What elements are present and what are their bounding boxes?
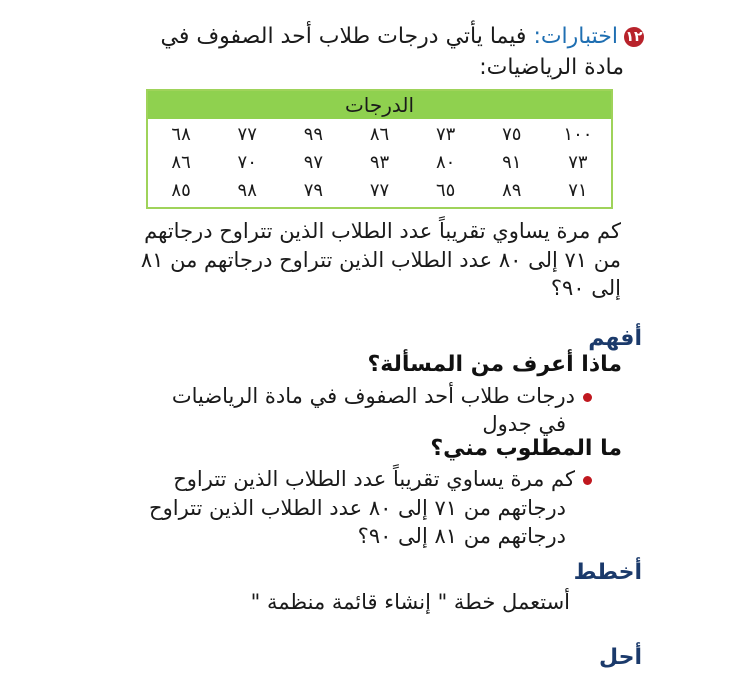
understand-answer1-line2: في جدول bbox=[482, 412, 566, 436]
grades-table bbox=[146, 89, 613, 209]
table-cell: ٧٥ bbox=[502, 124, 522, 145]
table-cell: ٩٨ bbox=[237, 180, 257, 201]
table-cell: ٧٠ bbox=[237, 152, 257, 173]
table-cell: ٨٦ bbox=[171, 152, 191, 173]
table-body bbox=[148, 119, 611, 207]
answer2-text: كم مرة يساوي تقريباً عدد الطلاب الذين تتراوح bbox=[173, 467, 575, 491]
problem-statement-line1 bbox=[161, 22, 644, 52]
table-cell: ٩٩ bbox=[303, 124, 324, 145]
table-cell: ٧٩ bbox=[303, 180, 324, 201]
understand-question1: ماذا أعرف من المسألة؟ bbox=[367, 352, 622, 377]
problem-label: اختبارات: bbox=[533, 24, 618, 49]
answer1-text: درجات طلاب أحد الصفوف في مادة الرياضيات bbox=[171, 384, 575, 408]
table-cell: ٨٩ bbox=[502, 180, 522, 201]
table-cell: ٧٣ bbox=[568, 152, 588, 173]
table-cell: ٧٧ bbox=[237, 124, 257, 145]
understand-section-title: أفهم bbox=[588, 326, 642, 351]
problem-text-line1: فيما يأتي درجات طلاب أحد الصفوف في bbox=[160, 24, 527, 49]
table-cell: ٩٣ bbox=[369, 152, 390, 173]
question-line2: من ٧١ إلى ٨٠ عدد الطلاب الذين تتراوح درجاتهم من ٨١ bbox=[140, 248, 621, 272]
table-cell: ٦٨ bbox=[171, 124, 191, 145]
table-cell: ٧٧ bbox=[369, 180, 390, 201]
table-cell: ٩٧ bbox=[303, 152, 324, 173]
problem-number-badge: ١٢ bbox=[625, 29, 643, 45]
solve-section-title: أحل bbox=[598, 645, 642, 670]
problem-text-line2: مادة الرياضيات: bbox=[479, 55, 624, 80]
table-row bbox=[148, 177, 611, 205]
table-cell: ٨٦ bbox=[369, 124, 390, 145]
table-cell: ١٠٠ bbox=[563, 124, 593, 145]
bullet-icon bbox=[583, 476, 592, 485]
table-cell: ٦٥ bbox=[435, 180, 456, 201]
question-line3: إلى ٩٠؟ bbox=[550, 276, 621, 300]
table-row bbox=[148, 149, 611, 177]
plan-section-title: أخطط bbox=[573, 560, 642, 585]
understand-question2: ما المطلوب مني؟ bbox=[430, 436, 622, 461]
question-line1: كم مرة يساوي تقريباً عدد الطلاب الذين تتراوح درجاتهم bbox=[144, 219, 621, 243]
table-row bbox=[148, 121, 611, 149]
table-cell: ٧٣ bbox=[435, 124, 456, 145]
table-header: الدرجات bbox=[148, 91, 611, 119]
table-cell: ٨٠ bbox=[435, 152, 456, 173]
bullet-icon bbox=[583, 393, 592, 402]
table-cell: ٩١ bbox=[502, 152, 522, 173]
table-cell: ٧١ bbox=[568, 180, 588, 201]
understand-answer1-line1 bbox=[172, 382, 592, 410]
understand-answer2-line1 bbox=[173, 465, 592, 493]
plan-text: أستعمل خطة " إنشاء قائمة منظمة " bbox=[250, 590, 570, 614]
understand-answer2-line3: درجاتهم من ٨١ إلى ٩٠؟ bbox=[357, 524, 566, 548]
table-cell: ٨٥ bbox=[171, 180, 191, 201]
understand-answer2-line2: درجاتهم من ٧١ إلى ٨٠ عدد الطلاب الذين تتراوح bbox=[149, 496, 566, 520]
